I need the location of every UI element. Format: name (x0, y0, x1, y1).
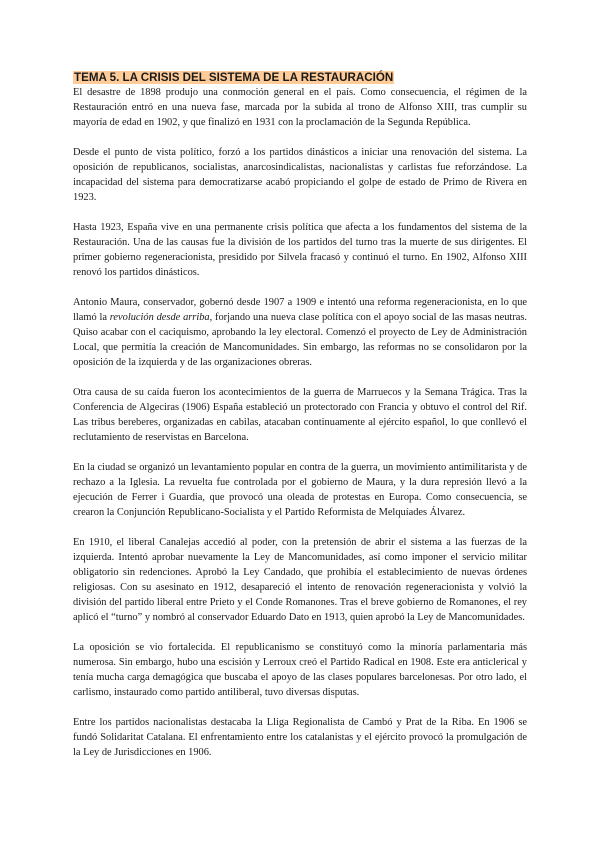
paragraph-7: En 1910, el liberal Canalejas accedió al poder, con la pretensión de abrir el sistema a las fuerzas de la izquierda. Intentó aprobar nuevamente la Ley de Mancomunidades, así como imponer el servicio militar obligatorio sin redenciones. Aprobó la Ley Candado, que prohibía el establecimiento de nuevas órdenes religiosas. Con su asesinato en 1912, desapareció el intento de renovación regeneracionista y volvió la división del partido liberal entre Prieto y el Conde Romanones. Tras el breve gobierno de Romanones, el rey aplicó el “turno” y nombró al conservador Eduardo Dato en 1913, quien aprobó la Ley de Mancomunidades. (73, 537, 527, 623)
paragraph-6: En la ciudad se organizó un levantamiento popular en contra de la guerra, un movimiento antimilitarista y de rechazo a la Iglesia. La revuelta fue controlada por el gobierno de Maura, y la dura represión llevó a la ejecución de Ferrer i Guardia, que provocó una oleada de protestas en Europa. Como consecuencia, se crearon la Conjunción Republicano-Socialista y el Partido Reformista de Melquíades Álvarez. (73, 462, 527, 518)
italic-term: revolución desde arriba (109, 312, 210, 323)
paragraph-9: Entre los partidos nacionalistas destacaba la Lliga Regionalista de Cambó y Prat de la Riba. En 1906 se fundó Solidaritat Catalana. El enfrentamiento entre los catalanistas y el ejército provocó la promulgación de la Ley de Jurisdicciones en 1906. (73, 717, 527, 758)
paragraph-3: Hasta 1923, España vive en una permanente crisis política que afecta a los fundamentos del sistema de la Restauración. Una de las causas fue la división de los partidos del turno tras la muerte de sus dirigentes. El primer gobierno regeneracionista, presidido por Silvela fracasó y continuó el turno. En 1902, Alfonso XIII renovó los partidos dinásticos. (73, 222, 527, 278)
document-page (73, 70, 527, 775)
paragraph-4-after: , forjando una nueva clase política con el apoyo social de las masas neutras. Quiso acabar con el caciquismo, aprobando la ley electoral. Comenzó el proyecto de Ley de Administración Local, que permitía la creación de Mancomunidades. Sin embargo, las reformas no se consolidaron por la oposición de la izquierda y de las organizaciones obreras. (73, 312, 527, 368)
paragraph-1: El desastre de 1898 produjo una conmoción general en el país. Como consecuencia, el régimen de la Restauración entró en una nueva fase, marcada por la subida al trono de Alfonso XIII, tras cumplir su mayoría de edad en 1902, y que finalizó en 1931 con la proclamación de la Segunda República. (73, 87, 527, 128)
paragraph-4-before: Antonio Maura, conservador, gobernó desde 1907 a 1909 e intentó una reforma regeneracionista, en lo que llamó la (73, 297, 527, 323)
paragraph-8: La oposición se vio fortalecida. El republicanismo se constituyó como la minoría parlamentaria más numerosa. Sin embargo, hubo una escisión y Lerroux creó el Partido Radical en 1908. Este era anticlerical y tenía mucha carga demagógica que buscaba el apoyo de las clases populares barcelonesas. Por otro lado, el carlismo, instaurado como partido antiliberal, tuvo diversas disputas. (73, 642, 527, 698)
paragraph-2: Desde el punto de vista político, forzó a los partidos dinásticos a iniciar una renovación del sistema. La oposición de republicanos, socialistas, anarcosindicalistas, nacionalistas y carlistas fue reforzándose. La incapacidad del sistema para democratizarse acabó propiciando el golpe de estado de Primo de Rivera en 1923. (73, 147, 527, 203)
paragraph-5: Otra causa de su caída fueron los acontecimientos de la guerra de Marruecos y la Semana Trágica. Tras la Conferencia de Algeciras (1906) España estableció un protectorado con Francia y obtuvo el control del Rif. Las tribus bereberes, organizadas en cabilas, atacaban continuamente al ejército español, lo que conllevó el reclutamiento de reservistas en Barcelona. (73, 387, 527, 443)
document-title (73, 70, 527, 85)
title-highlight: TEMA 5. LA CRISIS DEL SISTEMA DE LA RESTAURACIÓN (74, 71, 394, 84)
paragraph-4 (73, 295, 527, 370)
